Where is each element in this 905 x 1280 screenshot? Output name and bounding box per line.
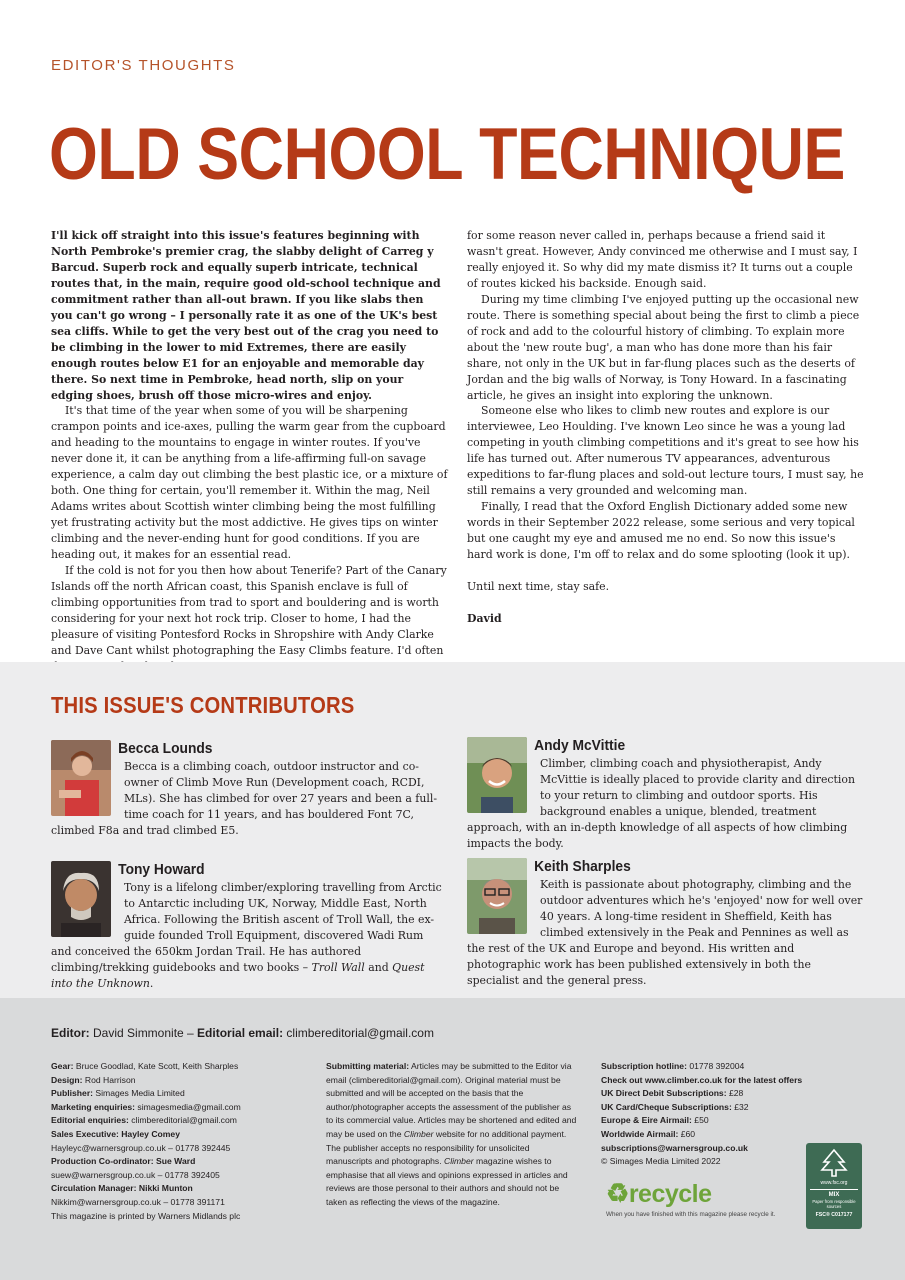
contributor-name: Becca Lounds — [118, 740, 213, 757]
article-column-right — [467, 228, 864, 627]
contributor-bio: Climber, climbing coach and physiotherapist, Andy McVittie is ideally placed to provide clarity and direction to your return to climbing and outdoor sports. His background enables a unique, blended, treatment approach, with an in-depth knowledge of all aspects of how climbing impacts the body. — [467, 757, 855, 850]
article-paragraph: Finally, I read that the Oxford English Dictionary added some new words in their September 2022 release, some serious and very topical but one caught my eye and amused me no end. So now this issue's hard work is done, I'm off to relax and do some splooting (look it up). — [467, 500, 855, 562]
contributors-heading: THIS ISSUE'S CONTRIBUTORS — [51, 692, 355, 718]
article-paragraph: If the cold is not for you then how about Tenerife? Part of the Canary Islands off the north African coast, this Spanish enclave is full of climbing opportunities from trad to sport and bouldering and is worth considering for your next hot rock trip. Closer to home, I had the pleasure of visiting Pontesford Rocks in Shropshire with Andy Clarke and Dave Cant whilst photographing the Easy Climbs feature. I'd often — [51, 564, 447, 657]
article-paragraph: During my time climbing I've enjoyed putting up the occasional new route. There is something special about being the first to climb a piece of rock and add to the colourful history of climbing. To explain more about the 'new route bug', a man who has done more than his fair share, not only in the UK but in far-flung places such as the deserts of Jordan and the big walls of Norway, is Tony Howard. In a fascinating article, he gives an insight into exploring the unknown. — [467, 292, 860, 402]
contributor-name: Tony Howard — [118, 861, 205, 878]
contributor-card — [467, 737, 864, 852]
recycle-icon: ♻ — [606, 1178, 629, 1208]
contributor-bio: Keith is passionate about photography, climbing and the outdoor adventures which he's 'enjoyed' now for well over 40 years. A long-time resident in Sheffield, Keith has climbed extensively in the Peak and Pennines as well as the rest of the UK and Europe and beyond. His written and photographic work has been published extensively in both the specialist and the general press. — [467, 878, 863, 987]
recycle-logo: ♻recycle When you have finished with this magazine please recycle it. — [606, 1178, 776, 1218]
fsc-badge: www.fsc.org MIX Paper from responsible sources FSC® C017177 — [806, 1143, 862, 1229]
subscription-column: Subscription hotline: 01778 392004 Check out www.climber.co.uk for the latest offers UK Direct Debit Subscriptions: £28 UK Card/Cheque Subscriptions: £32 Europe & Eire Airmail: £50 Worldwide Airmail: £60 subscriptions@warnersgroup.co.uk © Simages Media Limited 2022 — [601, 1061, 803, 1167]
fsc-tree-icon — [814, 1148, 854, 1178]
contributor-bio: Becca is a climbing coach, outdoor instructor and co-owner of Climb Move Run (Development coach, RCDI, MLs). She has climbed for over 27 years and been a full-time coach for 11 years, and has bouldered Font 7C, climbed F8a and trad climbed E5. — [51, 760, 437, 837]
editor-line: Editor: David Simmonite – Editorial email: climbereditorial@gmail.com — [51, 1026, 434, 1040]
article-signature: David — [467, 611, 502, 625]
page-title: OLD SCHOOL TECHNIQUE — [49, 114, 845, 195]
contributor-card — [467, 858, 864, 989]
contributor-name: Andy McVittie — [534, 737, 626, 754]
masthead-footer — [0, 998, 905, 1280]
kicker: EDITOR'S THOUGHTS — [51, 57, 236, 74]
article-paragraph: It's that time of the year when some of you will be sharpening crampon points and ice-axes, pulling the warm gear from the cupboard and heading to the mountains to engage in winter routes. If you've never done it, it can be anything from a life-affirming full-on savage experience, a calm day out climbing the best plastic ice, or a mixture of both. One thing for certain, you'll remember it. Within the mag, Neil Adams writes about Scottish winter climbing being the most fulfilling yet frustrating activity but the most addictive. He gives tips on winter climbing and the never-ending hunt for good conditions. If you are heading out, it makes for an essential read. — [51, 404, 448, 562]
article-intro: I'll kick off straight into this issue's features beginning with North Pembroke's premier crag, the slabby delight of Carreg y Barcud. Superb rock and equally superb intricate, technical routes that, in the main, require good old-school technique and commitment rather than all-out brawn. If you like slabs then you can't go wrong – I personally rate it as one of the UK's best sea cliffs. While to get the very best out of the crag you need to be climbing in the lower to mid Extremes, there are easily enough routes below E1 for an enjoyable and memorable day there. So next time in Pembroke, head north, slip on your edging shoes, brush off those micro-wires and enjoy. — [51, 229, 441, 402]
contributors-panel — [0, 662, 905, 998]
article-signoff: Until next time, stay safe. — [467, 579, 610, 593]
contributor-card — [51, 861, 443, 992]
credits-column: Gear: Bruce Goodlad, Kate Scott, Keith Sharples Design: Rod Harrison Publisher: Simages Media Limited Marketing enquiries: simagesmedia@gmail.com Editorial enquiries: climbereditorial@gmail.com Sales Executive: Hayley Comey Hayleyc@warnersgroup.co.uk – 01778 392445 Production Co-ordinator: Sue Ward suew@warnersgroup.co.uk – 01778 392405 Circulation Manager: Nikki Munton Nikkim@warnersgroup.co.uk – 01778 391171 This magazine is printed by Warners Midlands plc — [51, 1061, 241, 1221]
article-paragraph: for some reason never called in, perhaps because a friend said it wasn't great. However, Andy convinced me otherwise and I must say, I really enjoyed it. So why did my mate dismiss it? It turns out a couple of routes kicked his backside. Enough said. — [467, 229, 858, 290]
submission-note: Submitting material: Articles may be submitted to the Editor via email (climbereditorial@gmail.com). Original material must be submitted and will be accepted on the basis that the author/photographer accepts the assessment of the publisher as to its commercial value. Articles may be shortened and edited and may be used on the Climber website for no additional payment. The publisher accepts no responsibility for unsolicited manuscripts and photographs. Climber magazine wishes to emphasise that all views and opinions expressed in articles and reviews are those personal to their authors and should not be taken as reflecting the views of the magazine. — [326, 1061, 577, 1207]
article-paragraph: Someone else who likes to climb new routes and explore is our interviewee, Leo Houlding. I've known Leo since he was a young lad competing in youth climbing competitions and it's great to see how his life has turned out. After numerous TV appearances, adventurous expeditions to far-flung places and sold-out lecture tours, I must say, he still remains a very grounded and welcoming man. — [467, 404, 864, 498]
contributor-card — [51, 740, 443, 839]
contributor-bio: Tony is a lifelong climber/exploring travelling from Arctic to Antarctic including UK, Norway, Middle East, North Africa. Following the British ascent of Troll Wall, the ex-guide founded Troll Equipment, discovered Wadi Rum and conceived the 650km Jordan Trail. He has authored climbing/trekking guidebooks and two books – Troll Wall and Quest into the Unknown. — [51, 881, 442, 990]
article-column-left — [51, 228, 448, 675]
contributor-name: Keith Sharples — [534, 858, 631, 875]
